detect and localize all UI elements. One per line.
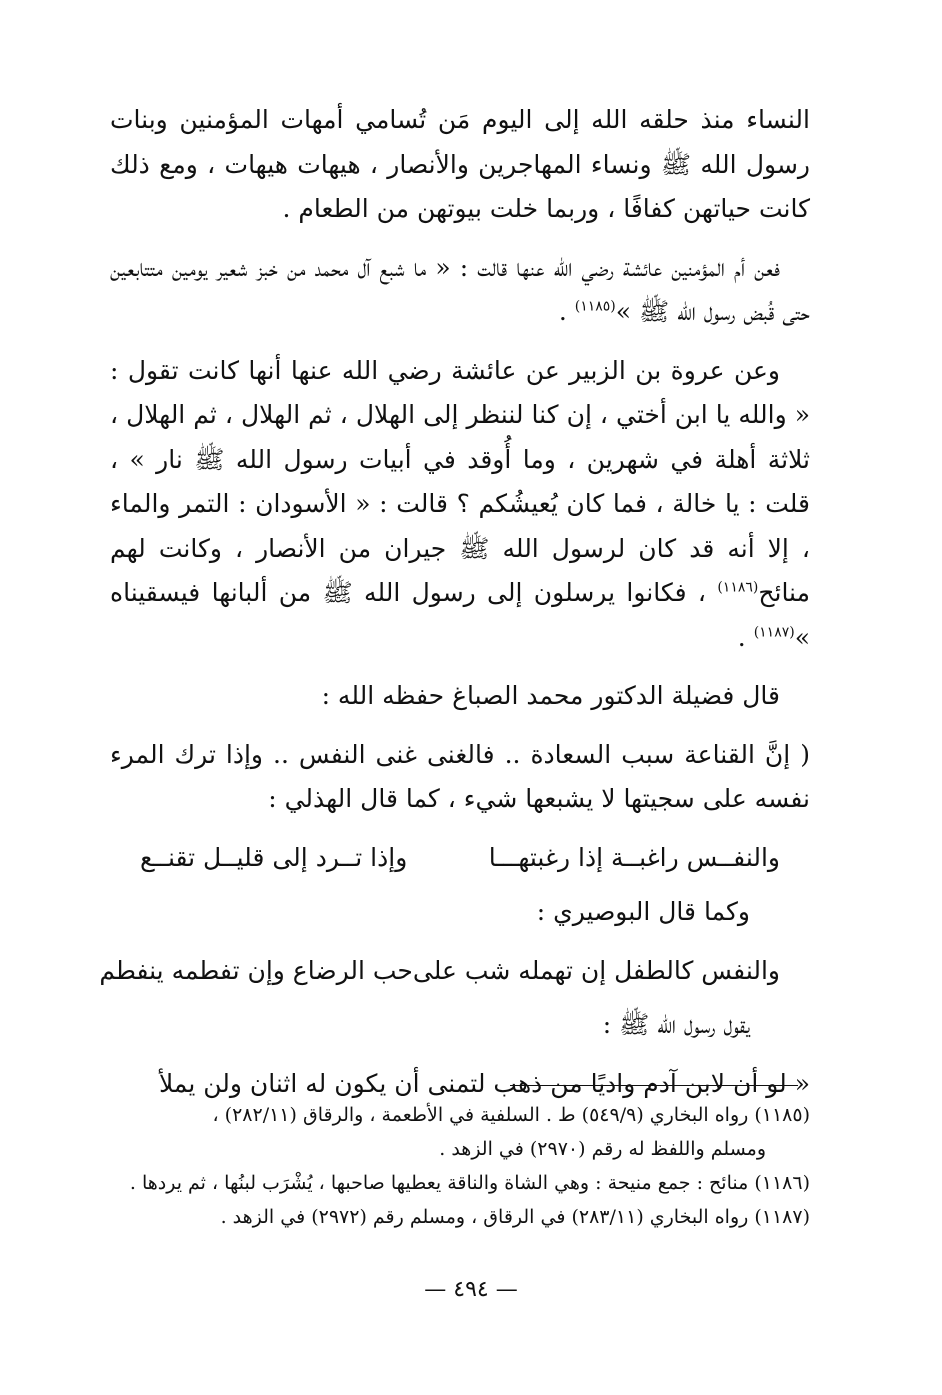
footnote-ref-1187: (١١٨٧) <box>753 624 795 641</box>
verse-2-first-hemistich: والنفس كالطفل إن تهمله شب على <box>412 955 780 985</box>
verse-1-second-hemistich: وإذا تــرد إلى قليــل تقنــع <box>140 842 408 872</box>
paragraph-3-text-a: وعن عروة بن الزبير عن عائشة رضي الله عنها أنها كانت تقول : « والله يا ابن أختي ، إن كنا لننظر إلى الهلال ، ثم الهلال ، ثم الهلال ، ثلاثة أهلة في شهرين ، وما أُوقد في أبيات رسول الله ﷺ نار » ، قلت : يا خالة ، فما كان يُعيشُكم ؟ قالت : « الأسودان : التمر والماء ، إلا أنه قد كان لرسول الله ﷺ جيران من الأنصار ، وكانت لهم منائح <box>110 355 810 607</box>
footnote-1187: (١١٨٧) رواه البخاري (٢٨٣/١١) في الرقاق ، ومسلم رقم (٢٩٧٢) في الزهد . <box>220 1206 810 1228</box>
paragraph-3 <box>110 349 810 661</box>
footnote-ref-1186: (١١٨٦) <box>717 579 759 596</box>
paragraph-4: قال فضيلة الدكتور محمد الصباغ حفظه الله : <box>321 681 780 710</box>
paragraph-5: ( إنَّ القناعة سبب السعادة .. فالغنى غنى النفس .. وإذا ترك المرء نفسه على سجيتها لا يشبعها شيء ، كما قال الهذلي : <box>110 739 810 813</box>
paragraph-2-end: . <box>558 297 575 326</box>
paragraph-2 <box>110 246 810 335</box>
footnote-1186: (١١٨٦) منائح : جمع منيحة : وهي الشاة والناقة يعطيها صاحبها ، يُشْرَب لبنُها ، ثم يردها . <box>129 1172 810 1194</box>
footnote-divider <box>510 1085 798 1086</box>
verse-2-second-hemistich: حب الرضاع وإن تفطمه ينفطم <box>99 955 413 985</box>
paragraph-2-text: فعن أم المؤمنين عائشة رضي الله عنها قالت : « ما شبع آل محمد من خبز شعير يومين متتابعين حتى قُبض رسول الله ﷺ » <box>110 252 810 326</box>
paragraph-8: « لو أن لابن آدم واديًا من ذهب لتمنى أن يكون له اثنان ولن يملأ <box>158 1068 810 1098</box>
paragraph-1: النساء منذ حلقه الله إلى اليوم مَن تُسامي أمهات المؤمنين وبنات رسول الله ﷺ ونساء المهاجرين والأنصار ، هيهات هيهات ، ومع ذلك كانت حياتهن كفافًا ، وربما خلت بيوتهن من الطعام . <box>110 105 810 223</box>
paragraph-6: وكما قال البوصيري : <box>536 897 750 926</box>
footnote-ref-1185: (١١٨٥) <box>574 298 616 315</box>
footnote-1185-continued: ومسلم واللفظ له رقم (٢٩٧٠) في الزهد . <box>439 1138 766 1160</box>
footnotes <box>110 1098 810 1234</box>
paragraph-3-end: . <box>737 622 754 652</box>
verse-2 <box>99 949 780 994</box>
page-number: — ٤٩٤ — <box>424 1277 518 1302</box>
footnote-1185: (١١٨٥) رواه البخاري (٥٤٩/٩) ط . السلفية في الأطعمة ، والرقاق (٢٨٢/١١) ، <box>212 1104 810 1126</box>
verse-1-first-hemistich: والنفــس راغبــة إذا رغبتهـــا <box>488 842 780 872</box>
paragraph-7: يقول رسول الله ﷺ : <box>602 1010 750 1039</box>
paragraph-3-text-b: ، فكانوا يرسلون إلى رسول الله ﷺ من ألبانها فيسقيناه » <box>110 578 810 652</box>
main-text <box>99 98 810 1120</box>
verse-1 <box>140 836 780 881</box>
